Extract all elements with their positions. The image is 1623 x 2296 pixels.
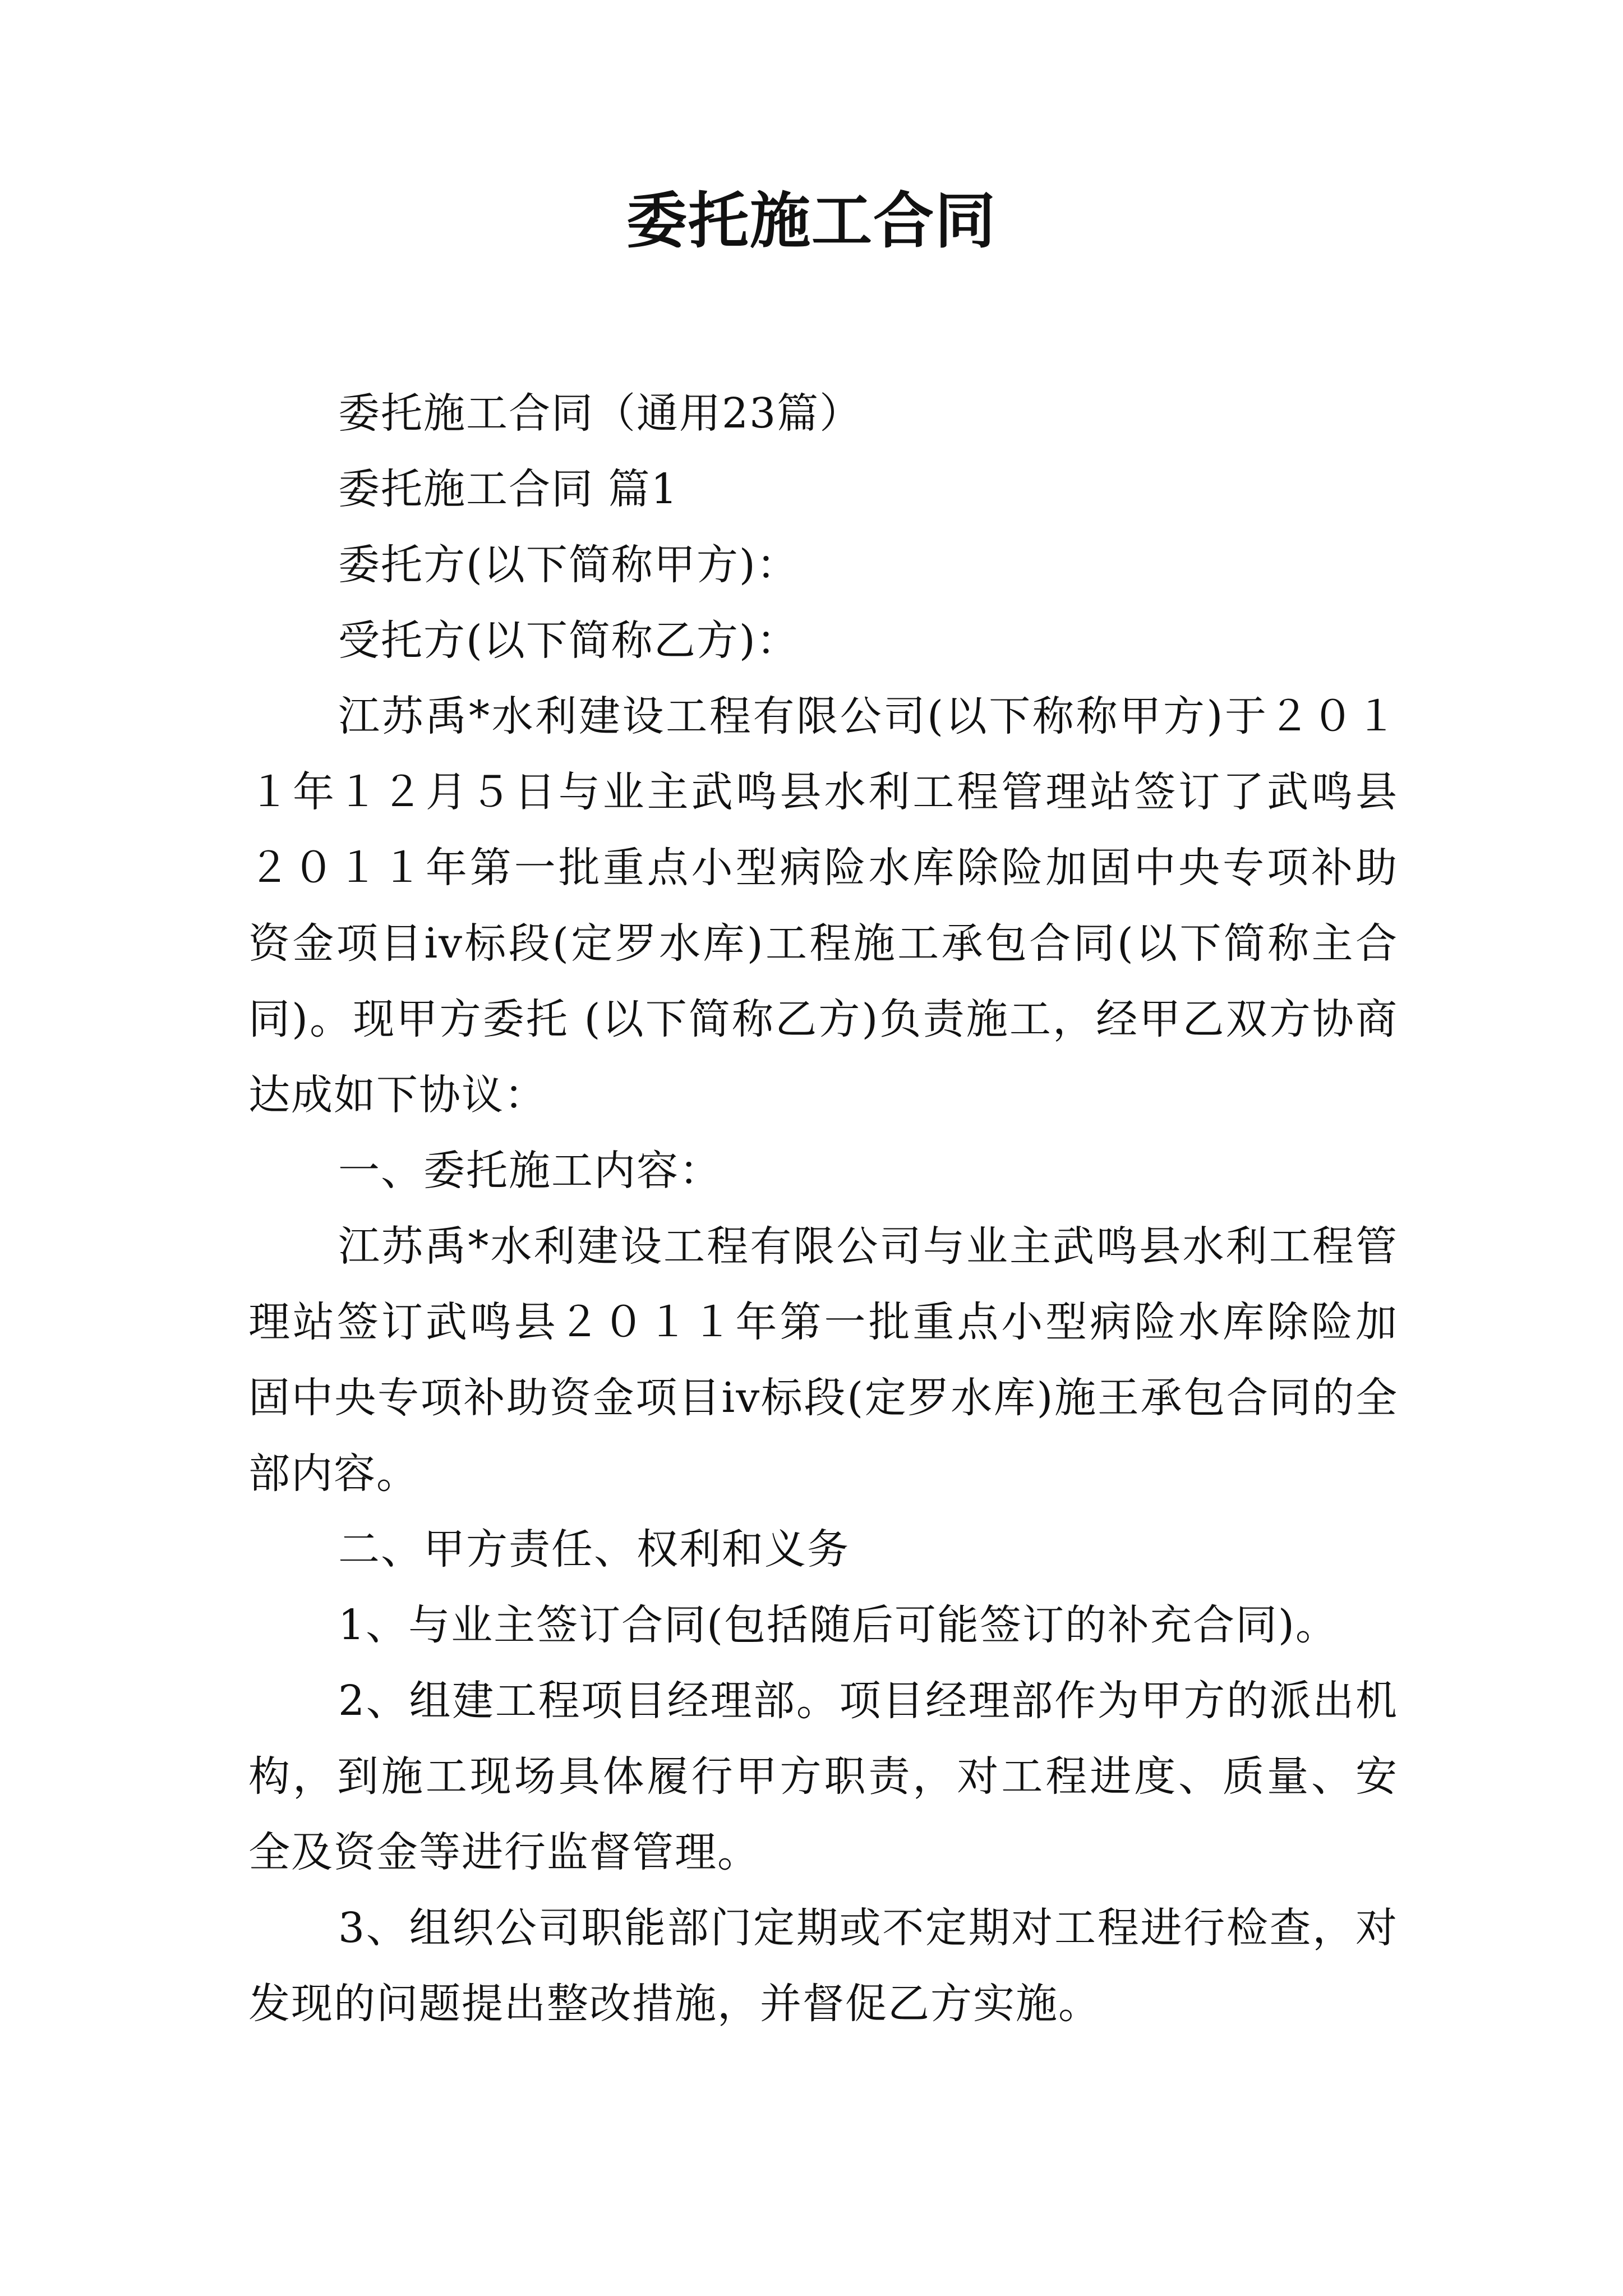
paragraph-item-3: 3、组织公司职能部门定期或不定期对工程进行检查，对发现的问题提出整改措施，并督促乙方实施。 xyxy=(248,1904,1398,2028)
paragraph-preamble: 江苏禹*水利建设工程有限公司(以下称称甲方)于２０１１年１２月５日与业主武鸣县水利工程管理站签订了武鸣县２０１１年第一批重点小型病险水库除险加固中央专项补助资金项目iv标段(定罗水库)工程施工承包合同(以下简称主合同)。现甲方委托 (以下简称乙方)负责施工，经甲乙双方协商达成如下协议： xyxy=(248,692,1398,1119)
paragraph-clause-1-heading: 一、委托施工内容： xyxy=(338,1147,722,1195)
document-body xyxy=(248,376,1398,2042)
paragraph-clause-2-heading: 二、甲方责任、权利和义务 xyxy=(338,1525,850,1573)
paragraph-subtitle: 委托施工合同（通用23篇） xyxy=(338,389,863,438)
paragraph-section-heading: 委托施工合同 篇1 xyxy=(338,465,679,513)
paragraph-client-party: 委托方(以下简称甲方)： xyxy=(338,541,799,589)
document-title: 委托施工合同 xyxy=(626,186,997,256)
paragraph-clause-1-content: 江苏禹*水利建设工程有限公司与业主武鸣县水利工程管理站签订武鸣县２０１１年第一批重点小型病险水库除险加固中央专项补助资金项目iv标段(定罗水库)施王承包合同的全部内容。 xyxy=(248,1222,1398,1498)
paragraph-contractor-party: 受托方(以下简称乙方)： xyxy=(338,616,799,665)
paragraph-item-2: 2、组建工程项目经理部。项目经理部作为甲方的派出机构，到施工现场具体履行甲方职责，对工程进度、质量、安全及资金等进行监督管理。 xyxy=(248,1677,1398,1876)
paragraph-item-1: 1、与业主签订合同(包括随后可能签订的补充合同)。 xyxy=(338,1601,1338,1649)
